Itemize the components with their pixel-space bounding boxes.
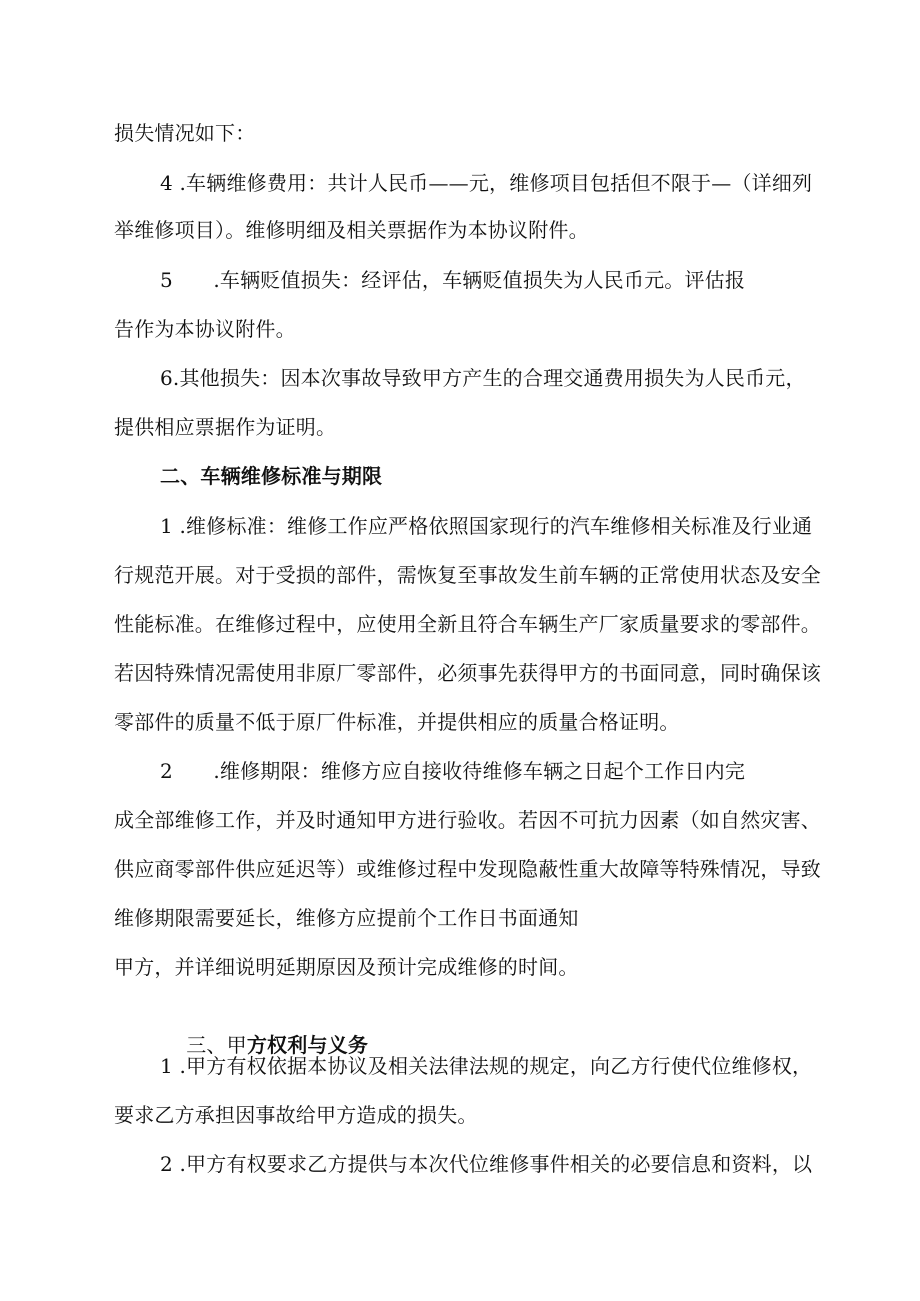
section-heading-3-rest: 方权利与义务 [246,1033,369,1057]
section-heading-3-prefix: 三、甲 [186,1033,247,1057]
paragraph-line: 4 .车辆维修费用：共计人民币——元，维修项目包括但不限于—（详细列 [160,171,813,195]
paragraph-line: 零部件的质量不低于原厂件标准，并提供相应的质量合格证明。 [114,710,680,734]
paragraph-line: 告作为本协议附件。 [114,317,296,341]
paragraph-line: 举维修项目）。维修明细及相关票据作为本协议附件。 [114,218,589,242]
paragraph-line: 性能标准。在维修过程中，应使用全新且符合车辆生产厂家质量要求的零部件。 [114,612,821,636]
paragraph-line: 若因特殊情况需使用非原厂零部件，必须事先获得甲方的书面同意，同时确保该 [114,661,821,685]
paragraph-line: 提供相应票据作为证明。 [114,415,337,439]
paragraph-line: 1 .维修标准：维修工作应严格依照国家现行的汽车维修相关标准及行业通 [160,514,813,538]
paragraph-line: 成全部维修工作，并及时通知甲方进行验收。若因不可抗力因素（如自然灾害、 [114,808,821,832]
paragraph-line: 1 .甲方有权依据本协议及相关法律法规的规定，向乙方行使代位维修权， [160,1054,813,1078]
paragraph-line: 要求乙方承担因事故给甲方造成的损失。 [114,1103,478,1127]
paragraph-line: 2 .甲方有权要求乙方提供与本次代位维修事件相关的必要信息和资料，以 [160,1152,813,1176]
paragraph-line: 行规范开展。对于受损的部件，需恢复至事故发生前车辆的正常使用状态及安全 [114,563,821,587]
paragraph-line: 2 .维修期限：维修方应自接收待维修车辆之日起个工作日内完 [160,759,746,783]
paragraph-line: 甲方，并详细说明延期原因及预计完成维修的时间。 [114,955,579,979]
paragraph-line: 损失情况如下： [114,121,256,145]
paragraph-line: 维修期限需要延长，维修方应提前个工作日书面通知 [114,906,579,930]
paragraph-line: 5 .车辆贬值损失：经评估，车辆贬值损失为人民币元。评估报 [160,268,746,292]
section-heading-2: 二、车辆维修标准与期限 [160,464,383,488]
paragraph-line: 6.其他损失：因本次事故导致甲方产生的合理交通费用损失为人民币元， [160,366,806,390]
paragraph-line: 供应商零部件供应延迟等）或维修过程中发现隐蔽性重大故障等特殊情况，导致 [114,857,821,881]
